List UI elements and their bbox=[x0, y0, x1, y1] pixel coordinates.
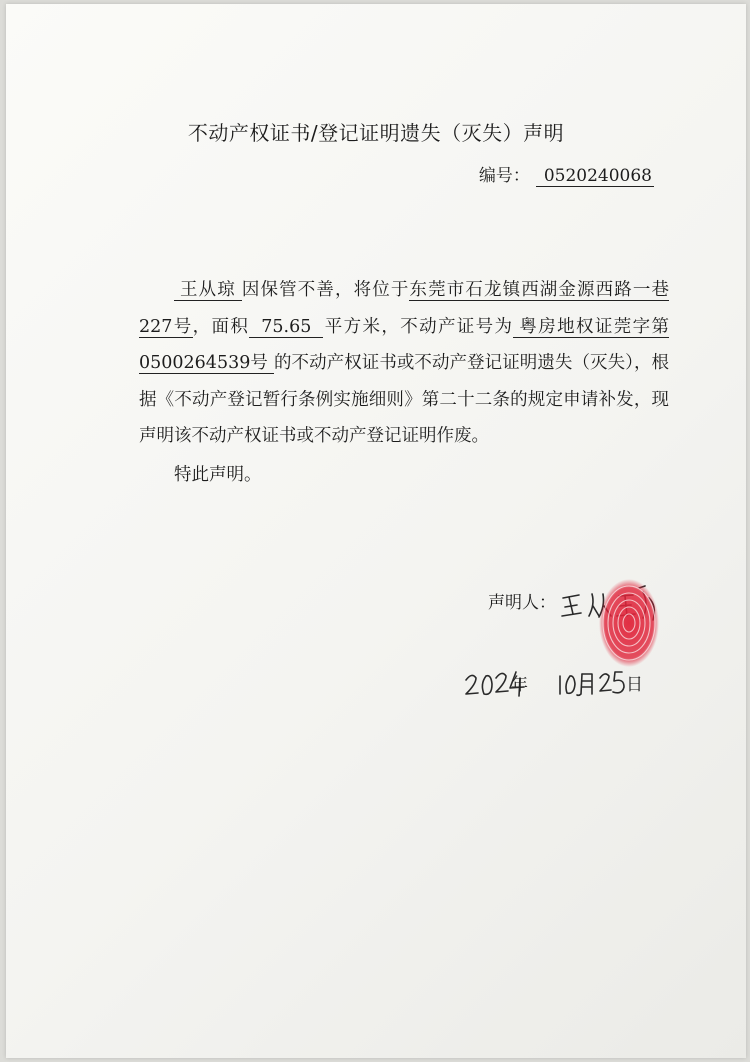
number-label: 编号： bbox=[478, 166, 530, 186]
property-address: 东莞市石龙镇西湖金源西路一巷227号 bbox=[139, 280, 670, 337]
statement-body bbox=[139, 272, 669, 493]
document-page bbox=[6, 4, 746, 1058]
date-year-suffix: 年 bbox=[511, 675, 528, 695]
statement-text-4: 的不动产权证书或不动产登记证明遗失（灭失），根据《不动产登记暂行条例实施细则》第二十二条的规定申请补发，现声明该不动产权证书或不动产登记证明作废。 bbox=[139, 353, 670, 446]
certificate-number: 粤房地权证莞字第0500264539号 bbox=[139, 316, 670, 373]
date-day-suffix: 日 bbox=[626, 675, 643, 695]
statement-text-1: 因保管不善，将位于 bbox=[241, 280, 410, 300]
statement-text-3: 平方米，不动产证号为 bbox=[323, 316, 514, 337]
fingerprint-stamp bbox=[596, 577, 662, 669]
owner-name: 王从琼 bbox=[174, 280, 242, 301]
statement-paragraph bbox=[139, 272, 669, 455]
signer-label: 声明人： bbox=[488, 593, 556, 613]
property-area: 75.65 bbox=[249, 317, 323, 338]
closing-statement: 特此声明。 bbox=[174, 464, 262, 485]
document-number-line bbox=[479, 161, 654, 187]
statement-text-2: ，面积 bbox=[192, 316, 250, 337]
number-value: 0520240068 bbox=[536, 166, 654, 187]
document-title: 不动产权证书/登记证明遗失（灭失）声明 bbox=[187, 121, 565, 145]
